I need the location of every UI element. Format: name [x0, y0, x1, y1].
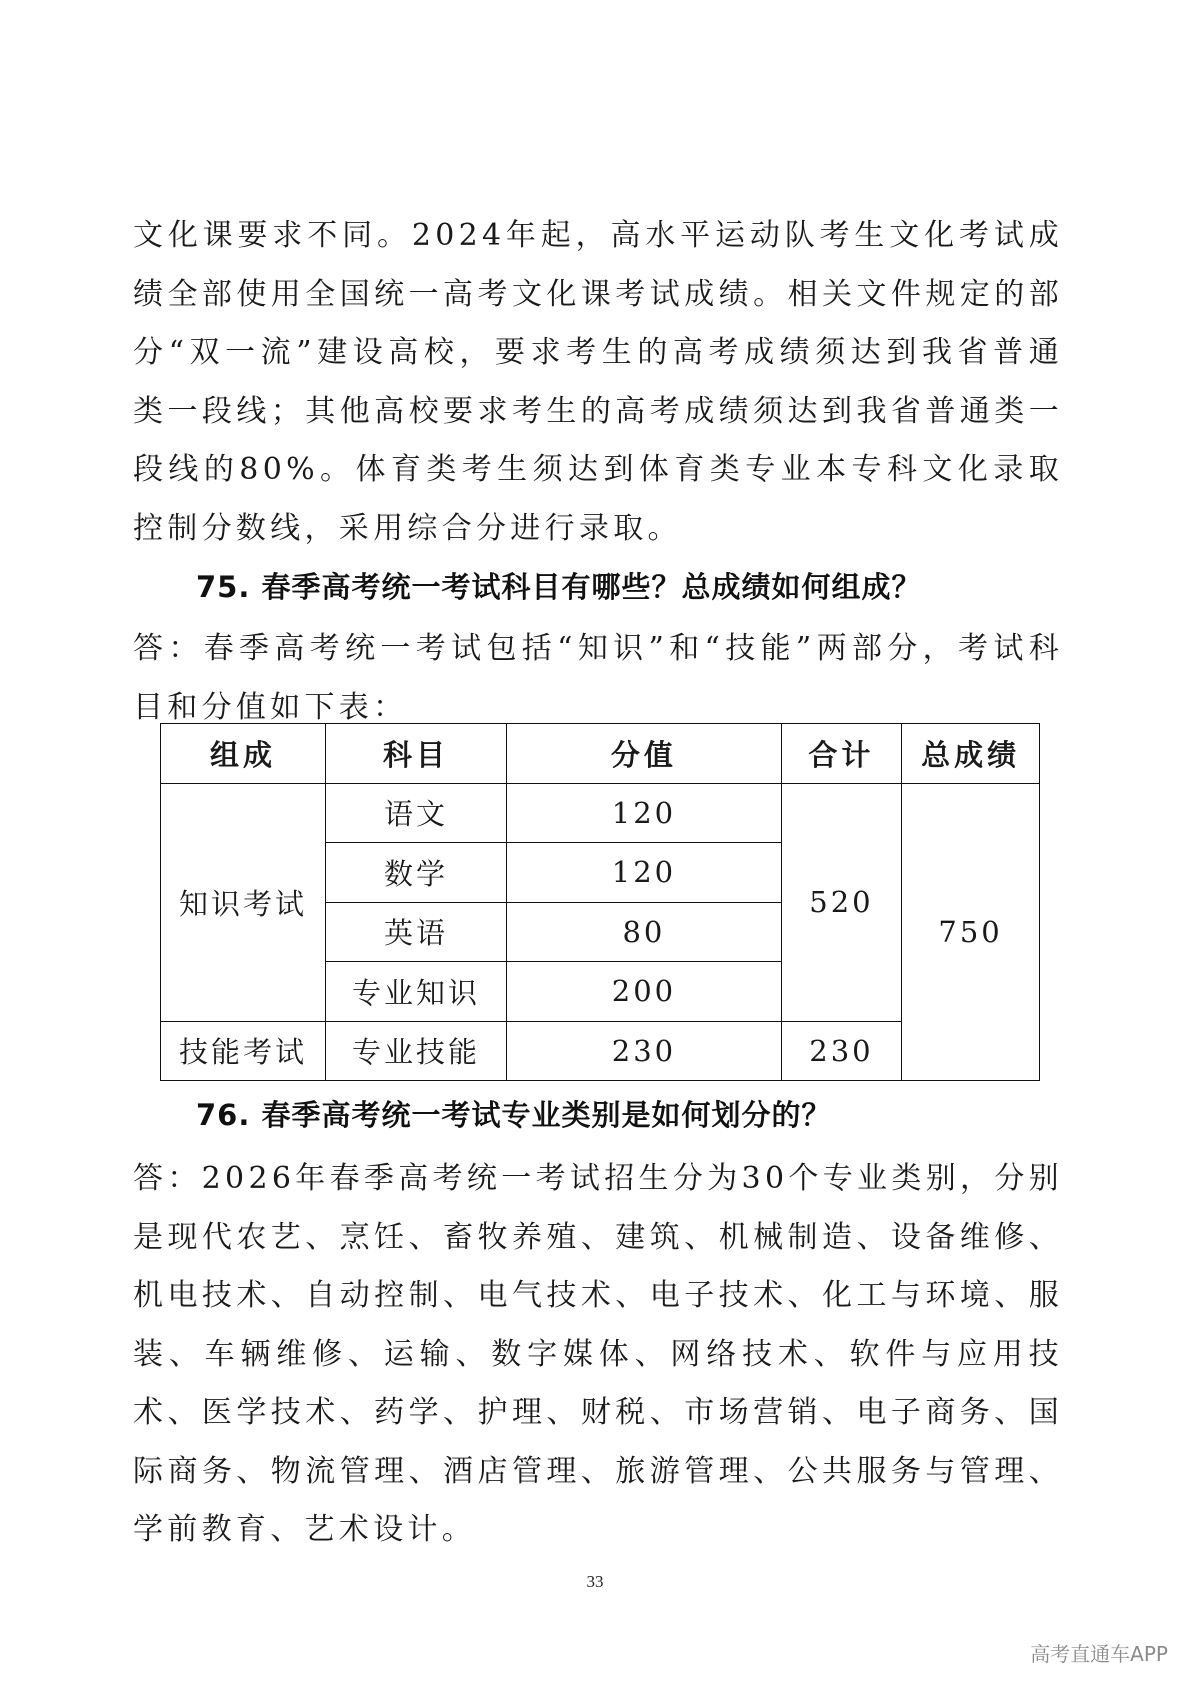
app-watermark: 高考直通车APP [1030, 1642, 1168, 1666]
header-score: 分值 [507, 724, 782, 784]
table-row [161, 783, 1040, 843]
subject-cell: 语文 [325, 783, 506, 843]
header-composition: 组成 [161, 724, 326, 784]
subject-cell: 专业技能 [325, 1021, 506, 1081]
score-cell: 120 [507, 783, 782, 843]
paragraph-culture-requirement: 文化课要求不同。2024年起，高水平运动队考生文化考试成绩全部使用全国统一高考文化课考试成绩。相关文件规定的部分“双一流”建设高校，要求考生的高考成绩须达到我省普通类一段线；其他高校要求考生的高考成绩须达到我省普通类一段线的80%。体育类考生须达到体育类专业本专科文化录取控制分数线，采用综合分进行录取。 [133, 218, 1063, 546]
subject-cell: 专业知识 [325, 962, 506, 1022]
answer-75-paragraph: 答：春季高考统一考试包括“知识”和“技能”两部分，考试科目和分值如下表： [133, 631, 1063, 725]
group-knowledge-exam: 知识考试 [161, 783, 326, 1021]
total-score: 750 [902, 783, 1040, 1081]
table-header-row [161, 724, 1040, 784]
question-75-heading: 75. 春季高考统一考试科目有哪些？总成绩如何组成？ [196, 570, 922, 604]
score-cell: 200 [507, 962, 782, 1022]
subtotal-skill: 230 [781, 1021, 901, 1081]
subject-cell: 英语 [325, 902, 506, 962]
subtotal-knowledge: 520 [781, 783, 901, 1021]
answer-76-paragraph: 答：2026年春季高考统一考试招生分为30个专业类别，分别是现代农艺、烹饪、畜牧养殖、建筑、机械制造、设备维修、机电技术、自动控制、电气技术、电子技术、化工与环境、服装、车辆维修、运输、数字媒体、网络技术、软件与应用技术、医学技术、药学、护理、财税、市场营销、电子商务、国际商务、物流管理、酒店管理、旅游管理、公共服务与管理、学前教育、艺术设计。 [133, 1161, 1063, 1547]
score-cell: 230 [507, 1021, 782, 1081]
group-skill-exam: 技能考试 [161, 1021, 326, 1081]
header-total: 总成绩 [902, 724, 1040, 784]
score-cell: 120 [507, 843, 782, 903]
subject-cell: 数学 [325, 843, 506, 903]
question-76-heading: 76. 春季高考统一考试专业类别是如何划分的？ [196, 1098, 832, 1132]
header-subtotal: 合计 [781, 724, 901, 784]
score-cell: 80 [507, 902, 782, 962]
exam-score-table [160, 723, 1040, 1081]
page-number: 33 [586, 1572, 604, 1591]
header-subject: 科目 [325, 724, 506, 784]
